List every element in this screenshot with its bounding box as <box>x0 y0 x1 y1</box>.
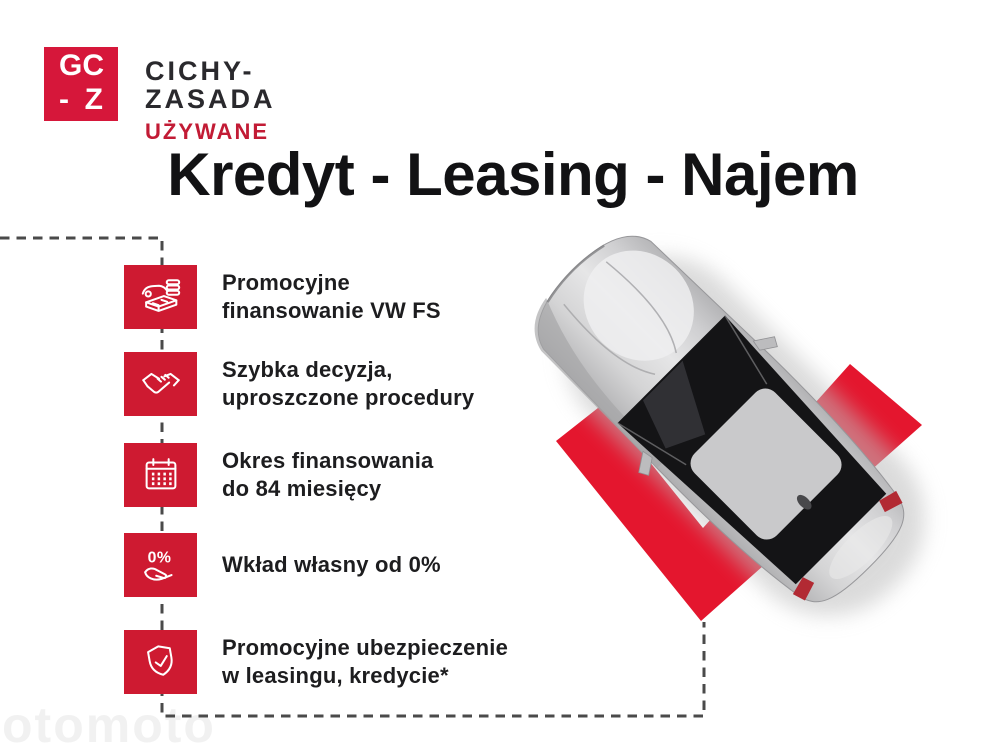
calendar-icon <box>124 443 197 507</box>
benefit-line: Okres finansowania <box>222 448 434 473</box>
brand-text <box>145 57 276 145</box>
benefit-item-decision <box>124 352 474 416</box>
benefit-text <box>222 447 433 503</box>
car-finance-icon <box>124 265 197 329</box>
logo-hyphen: - <box>59 83 69 116</box>
shield-check-icon <box>124 630 197 694</box>
zero-percent-icon <box>124 533 197 597</box>
page-title: Kredyt - Leasing - Najem <box>167 141 859 208</box>
logo-letter-g: G <box>59 49 83 82</box>
benefit-line: do 84 miesięcy <box>222 476 382 501</box>
logo-row-bottom <box>59 85 103 115</box>
logo-letter-c: C <box>82 49 105 82</box>
benefit-text <box>222 356 474 412</box>
benefit-item-period <box>124 443 433 507</box>
handshake-icon <box>124 352 197 416</box>
brand-logo <box>44 47 118 121</box>
watermark: otomoto <box>2 697 216 753</box>
logo-letter-z: Z <box>84 83 103 116</box>
benefit-line: finansowanie VW FS <box>222 298 441 323</box>
benefit-text <box>222 634 508 690</box>
benefit-line: w leasingu, kredycie* <box>222 663 449 688</box>
benefit-line: Wkład własny od 0% <box>222 552 441 577</box>
benefit-item-insurance <box>124 630 508 694</box>
logo-row-top <box>59 51 103 81</box>
benefit-text <box>222 551 441 579</box>
benefit-line: Promocyjne ubezpieczenie <box>222 635 508 660</box>
brand-subtitle: UŻYWANE <box>145 118 269 144</box>
benefit-line: uproszczone procedury <box>222 385 475 410</box>
brand-name: CICHY-ZASADA <box>145 56 276 115</box>
benefit-item-financing <box>124 265 441 329</box>
zero-percent-label: 0% <box>147 549 171 567</box>
benefit-line: Promocyjne <box>222 270 350 295</box>
benefit-item-downpayment <box>124 533 441 597</box>
benefit-line: Szybka decyzja, <box>222 357 393 382</box>
benefit-text <box>222 269 441 325</box>
